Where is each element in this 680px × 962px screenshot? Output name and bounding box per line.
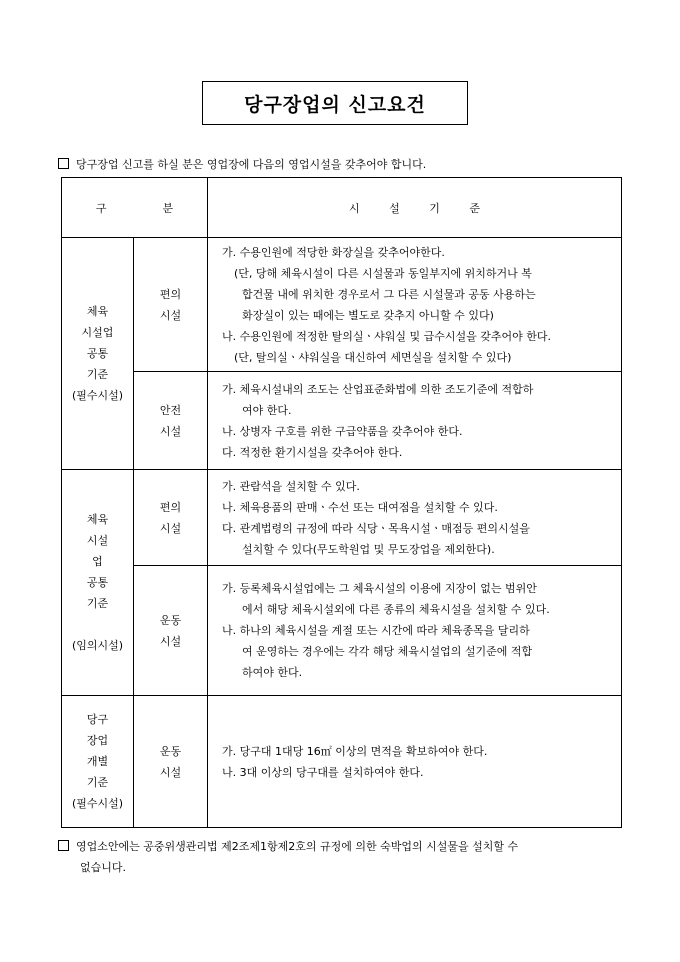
header-category-a: 구 bbox=[95, 201, 107, 215]
standard-line: 합건물 내에 위치한 경우로서 그 다른 시설물과 공동 사용하는 bbox=[242, 287, 536, 301]
standard-line: 하여야 한다. bbox=[242, 666, 303, 679]
intro-note bbox=[58, 156, 426, 172]
subcategory-line: 시설 bbox=[159, 424, 182, 438]
subcategory-cell bbox=[134, 696, 208, 828]
footer-note bbox=[58, 836, 518, 878]
standard-line: 화장실이 있는 때에는 별도로 갖추지 아니할 수 있다) bbox=[242, 308, 494, 322]
standard-line: 나. 체육용품의 판매ㆍ수선 또는 대여점을 설치할 수 있다. bbox=[222, 500, 498, 514]
subcategory-line: 안전 bbox=[159, 403, 182, 417]
footer-text-line: 영업소안에는 공중위생관리법 제2조제1항제2호의 규정에 의한 숙박업의 시설물을 설치할 수 bbox=[76, 840, 519, 853]
standard-line: 나. 상병자 구호를 위한 구급약품을 갖추어야 한다. bbox=[222, 424, 463, 438]
standard-cell bbox=[208, 470, 622, 566]
standard-line: (단, 탈의실ㆍ샤워실을 대신하여 세면실을 설치할 수 있다) bbox=[234, 350, 512, 364]
subcategory-line: 운동 bbox=[159, 744, 182, 758]
standard-line: 가. 관람석을 설치할 수 있다. bbox=[222, 479, 360, 493]
standard-line: 에서 해당 체육시설외에 다른 종류의 체육시설을 설치할 수 있다. bbox=[242, 603, 550, 616]
subcategory-line: 시설 bbox=[159, 521, 182, 535]
standard-cell bbox=[208, 372, 622, 470]
standard-line: 가. 등록체육시설업에는 그 체육시설의 이용에 지장이 없는 범위안 bbox=[222, 582, 537, 595]
subcategory-line: 시설 bbox=[159, 634, 182, 648]
subcategory-line: 편의 bbox=[159, 500, 182, 514]
category-line: 업 bbox=[92, 555, 103, 568]
category-cell bbox=[62, 696, 134, 828]
requirements-table bbox=[61, 177, 622, 828]
category-line: (임의시설) bbox=[71, 639, 124, 652]
category-line: 공통 bbox=[86, 347, 109, 360]
standard-line: 여야 한다. bbox=[242, 403, 292, 417]
category-line: (필수시설) bbox=[71, 797, 124, 810]
category-line: 장업 bbox=[86, 734, 109, 747]
standard-line: 설치할 수 있다(무도학원업 및 무도장업을 제외한다). bbox=[242, 542, 495, 556]
category-line: (필수시설) bbox=[71, 389, 124, 402]
subcategory-cell bbox=[134, 372, 208, 470]
square-bullet-icon bbox=[58, 158, 69, 169]
category-line: 체육 bbox=[86, 513, 109, 526]
category-line: 공통 bbox=[86, 576, 109, 589]
standard-line: 가. 수용인원에 적당한 화장실을 갖추어야한다. bbox=[222, 245, 445, 259]
subcategory-cell bbox=[134, 566, 208, 696]
standard-line: 다. 적정한 환기시설을 갖추어야 한다. bbox=[222, 445, 403, 459]
category-cell bbox=[62, 470, 134, 696]
standard-line: 다. 관계법령의 규정에 따라 식당ㆍ목욕시설ㆍ매점등 편의시설을 bbox=[222, 521, 530, 535]
standard-line: 여 운영하는 경우에는 각각 해당 체육시설업의 설기준에 적합 bbox=[242, 645, 533, 658]
category-line: 시설업 bbox=[81, 326, 114, 339]
category-line: 기준 bbox=[86, 368, 109, 381]
subcategory-line: 운동 bbox=[159, 613, 182, 627]
subcategory-cell bbox=[134, 238, 208, 372]
category-line: 당구 bbox=[86, 713, 109, 726]
standard-line: 가. 당구대 1대당 16㎡ 이상의 면적을 확보하여야 한다. bbox=[222, 744, 488, 758]
standard-line: 나. 수용인원에 적정한 탈의실ㆍ샤워실 및 급수시설을 갖추어야 한다. bbox=[222, 329, 551, 343]
standard-line: 나. 하나의 체육시설을 계절 또는 시간에 따라 체육종목을 달리하 bbox=[222, 624, 530, 637]
category-line: 시설 bbox=[86, 534, 109, 547]
standard-cell bbox=[208, 238, 622, 372]
header-category bbox=[62, 178, 208, 238]
intro-text: 당구장업 신고를 하실 분은 영업장에 다음의 영업시설을 갖추어야 합니다. bbox=[76, 158, 427, 171]
table-row bbox=[62, 696, 622, 828]
standard-line: 가. 체육시설내의 조도는 산업표준화법에 의한 조도기준에 적합하 bbox=[222, 382, 534, 396]
category-line: 개별 bbox=[86, 755, 109, 768]
category-line: 기준 bbox=[86, 597, 109, 610]
table-header-row bbox=[62, 178, 622, 238]
table-row bbox=[62, 566, 622, 696]
standard-cell bbox=[208, 566, 622, 696]
page-title: 당구장업의 신고요건 bbox=[202, 81, 468, 125]
square-bullet-icon bbox=[58, 840, 69, 851]
standard-cell bbox=[208, 696, 622, 828]
subcategory-line: 편의 bbox=[159, 287, 182, 301]
header-standard: 시 설 기 준 bbox=[208, 178, 622, 238]
subcategory-line: 시설 bbox=[159, 308, 182, 322]
subcategory-line: 시설 bbox=[159, 765, 182, 779]
standard-line: (단, 당해 체육시설이 다른 시설물과 동일부지에 위치하거나 복 bbox=[234, 266, 532, 280]
category-line: 기준 bbox=[86, 776, 109, 789]
standard-line: 나. 3대 이상의 당구대를 설치하여야 한다. bbox=[222, 765, 424, 779]
subcategory-cell bbox=[134, 470, 208, 566]
category-line: 체육 bbox=[86, 305, 109, 318]
table-row bbox=[62, 238, 622, 372]
table-row bbox=[62, 470, 622, 566]
header-category-b: 분 bbox=[162, 201, 174, 215]
category-spacer bbox=[62, 614, 133, 635]
category-cell bbox=[62, 238, 134, 470]
table-row bbox=[62, 372, 622, 470]
footer-text-line: 없습니다. bbox=[80, 861, 127, 874]
